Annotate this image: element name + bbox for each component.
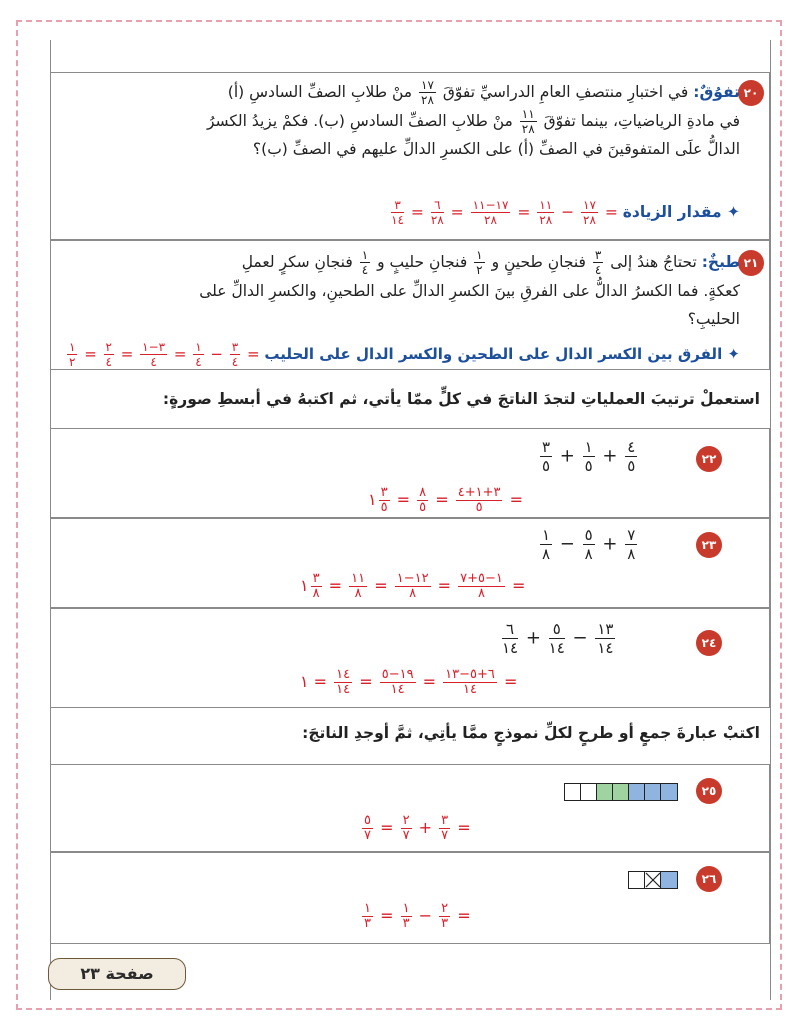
question-number-21: ٢١ [738,250,764,276]
model-cell-empty [581,784,597,800]
q26-answer: $\frac{١}{٣}$ = $\frac{١}{٣}$ − $\frac{٢}{٣}$ = [364,901,471,931]
model-cell-empty [629,872,645,888]
q23-answer: ١ $\frac{٣}{٨}$ = $\frac{١١}{٨}$ = $\frac{١٢-١}{٨}$ = $\frac{١-٥+٧}{٨}$ = [300,571,526,601]
q21-answer: $\frac{١}{٢}$ = $\frac{٢}{٤}$ = $\frac{٣-١}{٤}$ = $\frac{١}{٤}$ − $\frac{٣}{٤}$ = [68,340,260,369]
fraction: $\frac{٣}{٤}$ [594,248,602,277]
cross-icon [645,872,661,888]
q20-keyword: تفوُقٌ: [693,83,740,101]
question-number-25: ٢٥ [696,778,722,804]
q21-answer-row [65,340,740,369]
q23-expression: $\frac{١}{٨}$ − $\frac{٥}{٨}$ + $\frac{٧}{٨}$ [542,526,636,563]
q26-fraction-model [628,871,678,889]
page-number-label: صفحة ٢٣ [48,958,186,990]
q22-expression: $\frac{٣}{٥}$ + $\frac{١}{٥}$ + $\frac{٤}{٥}$ [542,438,636,475]
question-number-23: ٢٣ [696,532,722,558]
instruction-write-expression: اكتبْ عبارةَ جمعٍ أو طرحٍ لكلِّ نموذجٍ ممَّا يأتِي، ثمَّ أوجدِ الناتجَ: [302,724,760,742]
right-margin-line [770,40,771,1000]
model-cell-crossed [645,872,661,888]
question-21-text: طبخٌ: تحتاجُ هندُ إلى $\frac{٣}{٤}$ فنجانِ طحينٍ و $\frac{١}{٢}$ فنجانِ حليبٍ و $\frac{١}{٤}$ فنجانِ سكرٍ لعملِ كعكةٍ. فما الكسرُ الدالُّ على الفرقِ بينَ الكسرِ الدالِّ على الطحينِ، والكسرِ الدالِّ على الحليبِ؟ [199,248,740,328]
q25-answer: $\frac{٥}{٧}$ = $\frac{٢}{٧}$ + $\frac{٣}{٧}$ = [364,813,471,843]
q20-answer-label: ✦ مقدار الزيادة [622,203,740,221]
model-cell-blue [661,784,677,800]
q22-answer: ١ $\frac{٣}{٥}$ = $\frac{٨}{٥}$ = $\frac{٣+١+٤}{٥}$ = [368,485,523,515]
question-number-22: ٢٢ [696,446,722,472]
question-number-24: ٢٤ [696,630,722,656]
question-20-text: تفوُقٌ: في اختبارِ منتصفِ العامِ الدراسيِّ تفوّقَ $\frac{١٧}{٢٨}$ منْ طلابِ الصفِّ السادسِ (أ) في مادةِ الرياضياتِ، بينما تفوّقَ $\frac{١١}{٢٨}$ منْ طلابِ الصفِّ السادسِ (ب). فكمْ يزيدُ الكسرُ الدالُّ علَى المتفوقينَ في الصفِّ (أ) على الكسرِ الدالِّ عليهم في الصفِّ (ب)؟ [206,78,740,158]
model-cell-blue [661,872,677,888]
model-cell-blue [629,784,645,800]
model-cell-empty [565,784,581,800]
instruction-order-of-operations: استعملْ ترتيبَ العملياتِ لتجدَ الناتجَ في كلٍّ ممّا يأتي، ثم اكتبهُ في أبسطِ صورةٍ: [162,390,760,408]
fraction: $\frac{١١}{٢٨}$ [521,107,535,136]
question-number-20: ٢٠ [738,80,764,106]
q20-answer: $\frac{٣}{١٤}$ = $\frac{٦}{٢٨}$ = $\frac{١٧-١١}{٢٨}$ = $\frac{١١}{٢٨}$ − $\frac{١٧}{٢٨}$ = [391,198,618,227]
model-cell-blue [645,784,661,800]
model-cell-green [597,784,613,800]
fraction: $\frac{١}{٢}$ [476,248,483,277]
q24-answer: ١ = $\frac{١٤}{١٤}$ = $\frac{١٩-٥}{١٤}$ = $\frac{٦+٥-١٣}{١٤}$ = [300,667,518,697]
q21-keyword: طبخٌ: [701,253,740,271]
q21-answer-label: ✦ الفرق بين الكسر الدال على الطحين والكسر الدال على الحليب [264,345,740,363]
model-cell-green [613,784,629,800]
q20-answer-row [389,198,740,227]
fraction: $\frac{١}{٤}$ [361,248,369,277]
q24-expression: $\frac{٦}{١٤}$ + $\frac{٥}{١٤}$ − $\frac{١٣}{١٤}$ [502,620,614,657]
fraction: $\frac{١٧}{٢٨}$ [421,78,434,107]
question-number-26: ٢٦ [696,866,722,892]
q25-fraction-model [564,783,678,801]
